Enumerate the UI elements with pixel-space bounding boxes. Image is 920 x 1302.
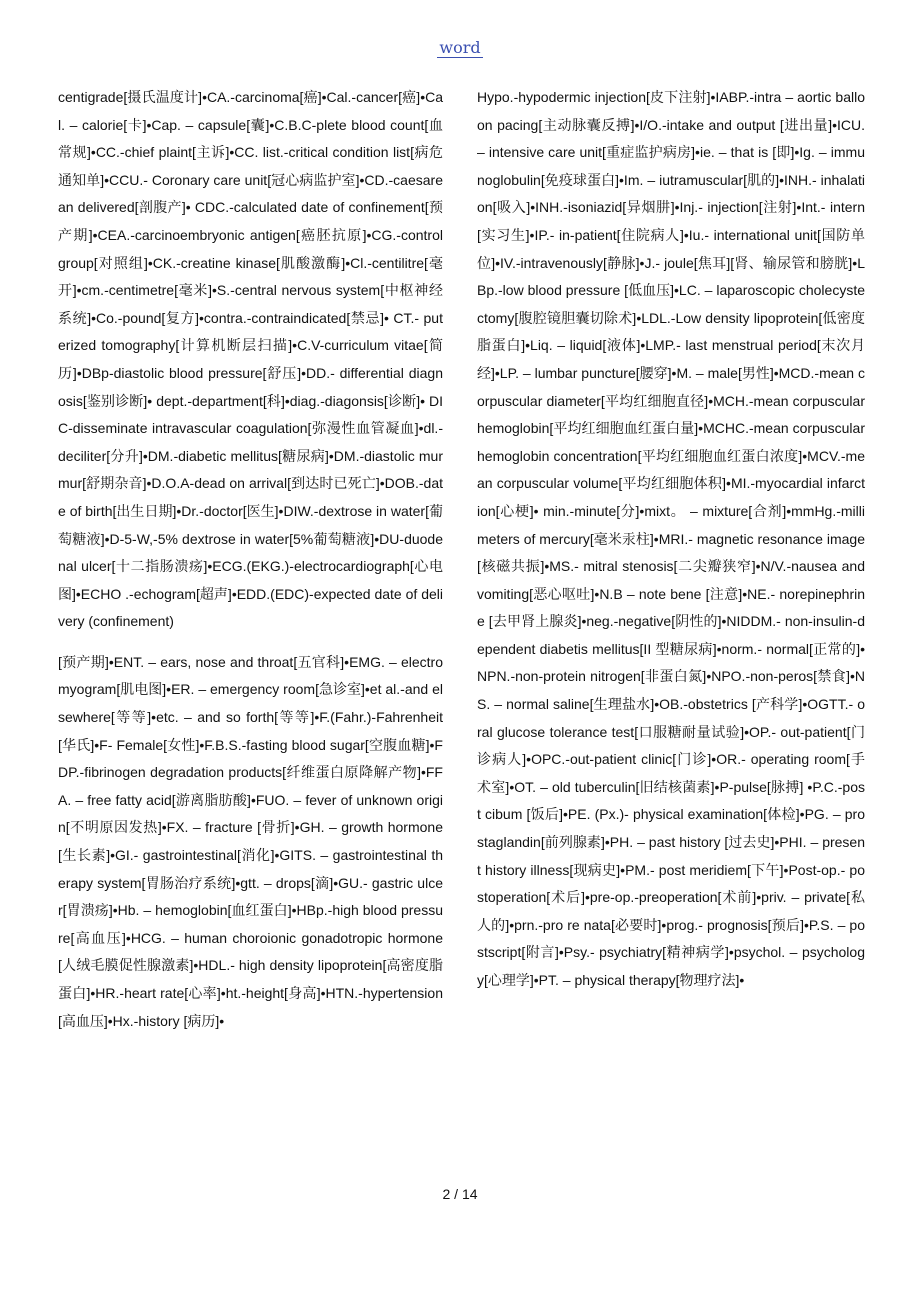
left-column xyxy=(58,84,443,1035)
left-paragraph-1: centigrade[摄氏温度计]•CA.-carcinoma[癌]•Cal.-cancer[癌]•Cal. – calorie[卡]•Cap. – capsule[囊]•C.B.C-plete blood count[血常规]•CC.-chief plaint[主诉]•CC. list.-critical condition list[病危通知单]•CCU.- Coronary care unit[冠心病监护室]•CD.-caesarean delivered[剖腹产]• CDC.-calculated date of confinement[预产期]•CEA.-carcinoembryonic antigen[癌胚抗原]•CG.-control group[对照组]•CK.-creatine kinase[肌酸激酶]•Cl.-centilitre[毫开]•cm.-centimetre[毫米]•S.-central nervous system[中枢神经系统]•Co.-pound[复方]•contra.-contraindicated[禁忌]• CT.- puterized tomography[计算机断层扫描]•C.V-curriculum vitae[简历]•DBp-diastolic blood pressure[舒压]•DD.- differential diagnosis[鉴别诊断]• dept.-department[科]•diag.-diagonsis[诊断]• DIC-disseminate intravascular coagulation[弥漫性血管凝血]•dl.-deciliter[分升]•DM.-diabetic mellitus[糖尿病]•DM.-diastolic murmur[舒期杂音]•D.O.A-dead on arrival[到达时已死亡]•DOB.-date of birth[出生日期]•Dr.-doctor[医生]•DIW.-dextrose in water[葡萄糖液]•D-5-W,-5% dextrose in water[5%葡萄糖液]•DU-duodenal ulcer[十二指肠溃疡]•ECG.(EKG.)-electrocardiograph[心电图]•ECHO .-echogram[超声]•EDD.(EDC)-expected date of delivery (confinement) xyxy=(58,89,443,630)
right-paragraph-1: Hypo.-hypodermic injection[皮下注射]•IABP.-intra – aortic balloon pacing[主动脉囊反搏]•I/O.-intake and output [进出量]•ICU. – intensive care unit[重症监护病房]•ie. – that is [即]•Ig. – immunoglobulin[免疫球蛋白]•Im. – iutramuscular[肌的]•INH.- inhalation[吸入]•INH.-isoniazid[异烟肼]•Inj.- injection[注射]•Int.- intern[实习生]•IP.- in-patient[住院病人]•Iu.- international unit[国防单位]•IV.-intravenously[静脉]•J.- joule[焦耳][肾、输尿管和膀胱]•LBp.-low blood pressure [低血压]•LC. – laparoscopic cholecystectomy[腹腔镜胆囊切除术]•LDL.-Low density lipoprotein[低密度脂蛋白]•Liq. – liquid[液体]•LMP.- last menstrual period[末次月经]•LP. – lumbar puncture[腰穿]•M. – male[男性]•MCD.-mean corpuscular diameter[平均红细胞直径]•MCH.-mean corpuscular hemoglobin[平均红细胞血红蛋白量]•MCHC.-mean corpuscular hemoglobin concentration[平均红细胞血红蛋白浓度]•MCV.-mean corpuscular volume[平均红细胞体积]•MI.-myocardial infarction[心梗]• min.-minute[分]•mixt。 – mixture[合剂]•mmHg.-millimeters of mercury[毫米汞柱]•MRI.- magnetic resonance image[核磁共振]•MS.- mitral stenosis[二尖瓣狭窄]•N/V.-nausea and vomiting[恶心呕吐]•N.B – note bene [注意]•NE.- norepinephrine [去甲肾上腺炎]•neg.-negative[阴性的]•NIDDM.- non-insulin-dependent diabetis mellitus[II 型糖尿病]•norm.- normal[正常的]•NPN.-non-protein nitrogen[非蛋白氮]•NPO.-non-peros[禁食]•NS. – normal saline[生理盐水]•OB.-obstetrics [产科学]•OGTT.- oral glucose tolerance test[口服糖耐量试验]•OP.- out-patient[门诊病人]•OPC.-out-patient clinic[门诊]•OR.- operating room[手术室]•OT. – old tuberculin[旧结核菌素]•P-pulse[脉搏] •P.C.-post cibum [饭后]•PE. (Px.)- physical examination[体检]•PG. – prostaglandin[前列腺素]•PH. – past history [过去史]•PHI. – present history illness[现病史]•PM.- post meridiem[下午]•Post-op.- postoperation[术后]•pre-op.-preoperation[术前]•priv. – private[私人的]•prn.-pro re nata[必要时]•prog.- prognosis[预后]•P.S. – postscript[附言]•Psy.- psychiatry[精神病学]•psychol. – psychology[心理学]•PT. – physical therapy[物理疗法]• xyxy=(477,89,865,988)
page-number: 2 / 14 xyxy=(442,1186,478,1202)
header-title[interactable]: word xyxy=(439,38,481,57)
right-column xyxy=(477,84,865,995)
left-paragraph-2: [预产期]•ENT. – ears, nose and throat[五官科]•EMG. – electromyogram[肌电图]•ER. – emergency room[急诊室]•et al.-and elsewhere[等等]•etc. – and so forth[等等]•F.(Fahr.)-Fahrenheit [华氏]•F- Female[女性]•F.B.S.-fasting blood sugar[空腹血糖]•FDP.-fibrinogen degradation products[纤维蛋白原降解产物]•FFA. – free fatty acid[游离脂肪酸]•FUO. – fever of unknown origin[不明原因发热]•FX. – fracture [骨折]•GH. – growth hormone[生长素]•GI.- gastrointestinal[消化]•GITS. – gastrointestinal therapy system[胃肠治疗系统]•gtt. – drops[滴]•GU.- gastric ulcer[胃溃疡]•Hb. – hemoglobin[血红蛋白]•HBp.-high blood pressure[高血压]•HCG. – human choroionic gonadotropic hormone[人绒毛膜促性腺激素]•HDL.- high density lipoprotein[高密度脂蛋白]•HR.-heart rate[心率]•ht.-height[身高]•HTN.-hypertension[高血压]•Hx.-history [病历]• xyxy=(58,653,443,1029)
page-header xyxy=(0,38,920,57)
